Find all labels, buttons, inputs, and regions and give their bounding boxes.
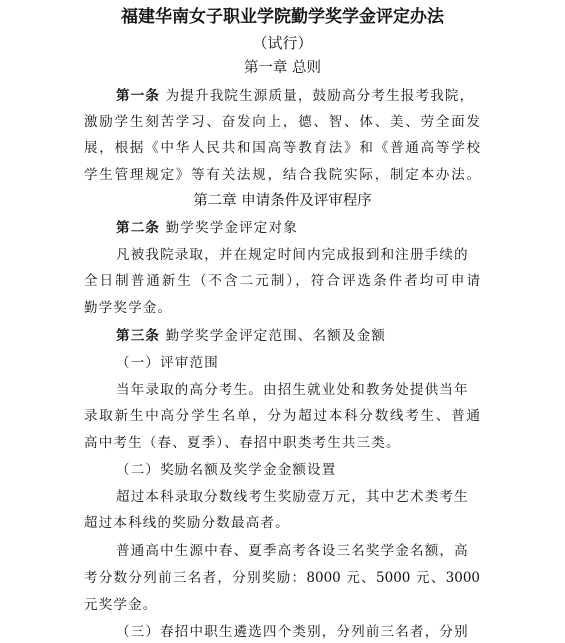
- paragraph-4-line-2: 超过本科线的奖励分数最高者。: [84, 515, 290, 531]
- section-1-heading: （一）评审范围: [116, 355, 219, 371]
- paragraph-2-line-1: 凡被我院录取，并在规定时间内完成报到和注册手续的: [116, 247, 469, 263]
- article-3-text: 勤学奖学金评定范围、名额及金额: [165, 328, 387, 344]
- article-1-text: 为提升我院生源质量，鼓励高分考生报考我院，: [165, 88, 475, 104]
- article-1-line-2: 激励学生刻苦学习、奋发向上，德、智、体、美、劳全面发: [84, 114, 480, 130]
- document-subtitle: （试行）: [252, 34, 313, 52]
- paragraph-5-line-2: 考分数分列前三名者，分别奖励：8000 元、5000 元、3000: [84, 570, 480, 586]
- paragraph-3-line-3: 高中考生（春、夏季）、春招中职类考生共三类。: [84, 435, 401, 451]
- paragraph-4-line-1: 超过本科录取分数线考生奖励壹万元，其中艺术类考生: [116, 489, 469, 505]
- article-2-label: 第二条: [116, 220, 161, 236]
- article-3-heading: [116, 326, 386, 346]
- document-title: 福建华南女子职业学院勤学奖学金评定办法: [121, 7, 444, 27]
- article-1-line-1: [116, 86, 474, 106]
- article-2-text: 勤学奖学金评定对象: [165, 220, 298, 236]
- paragraph-3-line-2: 录取新生中高分学生名单，分为超过本科分数线考生、普通: [84, 408, 480, 424]
- paragraph-2-line-2: 全日制普通新生（不含二元制），符合评选条件者均可申请: [84, 273, 480, 289]
- article-1-label: 第一条: [116, 88, 161, 104]
- article-1-line-3: 展，根据《中华人民共和国高等教育法》和《普通高等学校: [84, 140, 480, 156]
- paragraph-5-line-3: 元奖学金。: [84, 597, 158, 613]
- article-3-label: 第三条: [116, 328, 161, 344]
- chapter-1-heading: 第一章 总则: [243, 60, 322, 76]
- paragraph-6-line-1: （三）春招中职生遴选四个类别，分列前三名者，分别: [116, 624, 469, 640]
- paragraph-2-line-3: 勤学奖学金。: [84, 300, 173, 316]
- article-2-heading: [116, 218, 298, 238]
- chapter-2-heading: 第二章 申请条件及评审程序: [193, 193, 372, 209]
- paragraph-3-line-1: 当年录取的高分考生。由招生就业处和教务处提供当年: [116, 382, 469, 398]
- section-2-heading: （二）奖励名额及奖学金金额设置: [116, 462, 337, 478]
- paragraph-5-line-1: 普通高中生源中春、夏季高考各设三名奖学金名额，高: [116, 543, 469, 559]
- article-1-line-4: 学生管理规定》等有关法规，结合我院实际，制定本办法。: [84, 167, 480, 183]
